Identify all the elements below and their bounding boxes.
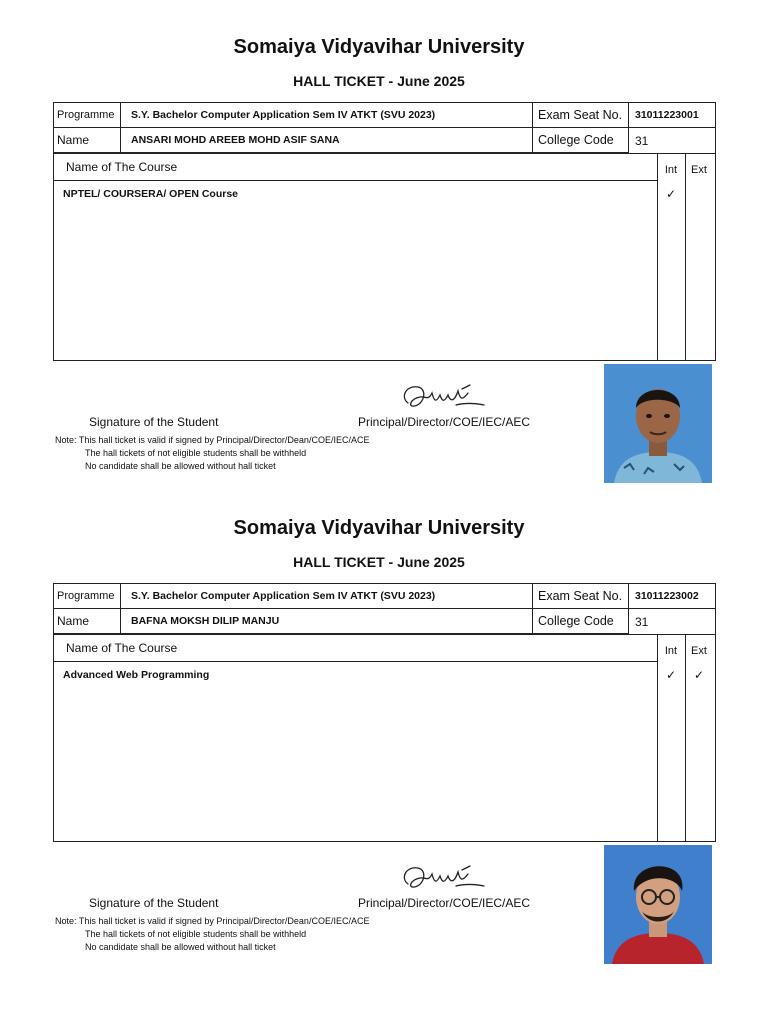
student-photo [604,364,712,483]
exam-seat-value: 31011223001 [629,103,715,128]
college-code-label: College Code [533,609,629,634]
note-line: Note: This hall ticket is valid if signed by Principal/Director/Dean/COE/IEC/ACE [55,435,370,445]
programme-label: Programme [54,584,121,609]
college-code-value: 31 [635,133,649,148]
student-signature-label: Signature of the Student [89,415,219,429]
principal-signature-image [398,379,488,413]
programme-value: S.Y. Bachelor Computer Application Sem IV ATKT (SVU 2023) [121,103,533,128]
name-label: Name [54,609,121,634]
exam-seat-label: Exam Seat No. [533,584,629,609]
divider [657,634,658,841]
ext-checkmark: ✓ [693,668,705,682]
divider [657,153,658,360]
course-name: NPTEL/ COURSERA/ OPEN Course [63,188,239,200]
ticket-table [53,102,716,361]
divider [54,180,657,181]
university-title: Somaiya Vidyavihar University [233,36,525,58]
hall-ticket-1 [0,0,770,480]
note [55,434,369,473]
divider [54,153,715,154]
note-line: No candidate shall be allowed without hall ticket [85,942,276,952]
hall-ticket-2 [0,481,770,961]
principal-signature-image [398,860,488,894]
programme-value: S.Y. Bachelor Computer Application Sem IV ATKT (SVU 2023) [121,584,533,609]
student-signature-label: Signature of the Student [89,896,219,910]
divider [685,634,686,841]
principal-signature-label: Principal/Director/COE/IEC/AEC [358,896,531,910]
course-header: Name of The Course [66,160,178,174]
hall-ticket-title: HALL TICKET - June 2025 [293,73,465,89]
principal-signature-label: Principal/Director/COE/IEC/AEC [358,415,531,429]
university-title: Somaiya Vidyavihar University [233,517,525,539]
student-photo [604,845,712,964]
note-line: The hall tickets of not eligible students shall be withheld [85,929,307,939]
programme-label: Programme [54,103,121,128]
note-line: Note: This hall ticket is valid if signed by Principal/Director/Dean/COE/IEC/ACE [55,916,370,926]
note-line: The hall tickets of not eligible students shall be withheld [85,448,307,458]
divider [685,153,686,360]
divider [54,661,657,662]
college-code-value: 31 [635,614,649,629]
ticket-table [53,583,716,842]
ext-header: Ext [691,645,707,657]
course-header: Name of The Course [66,641,178,655]
note-line: No candidate shall be allowed without hall ticket [85,461,276,471]
college-code-label: College Code [533,128,629,153]
note [55,915,369,954]
name-label: Name [54,128,121,153]
course-name: Advanced Web Programming [63,669,210,681]
int-header: Int [664,164,678,176]
divider [54,634,715,635]
ext-header: Ext [691,164,707,176]
int-header: Int [664,645,678,657]
int-checkmark: ✓ [665,668,677,682]
exam-seat-value: 31011223002 [629,584,715,609]
exam-seat-label: Exam Seat No. [533,103,629,128]
name-value: ANSARI MOHD AREEB MOHD ASIF SANA [121,128,533,153]
hall-ticket-title: HALL TICKET - June 2025 [293,554,465,570]
name-value: BAFNA MOKSH DILIP MANJU [121,609,533,634]
int-checkmark: ✓ [665,187,677,201]
